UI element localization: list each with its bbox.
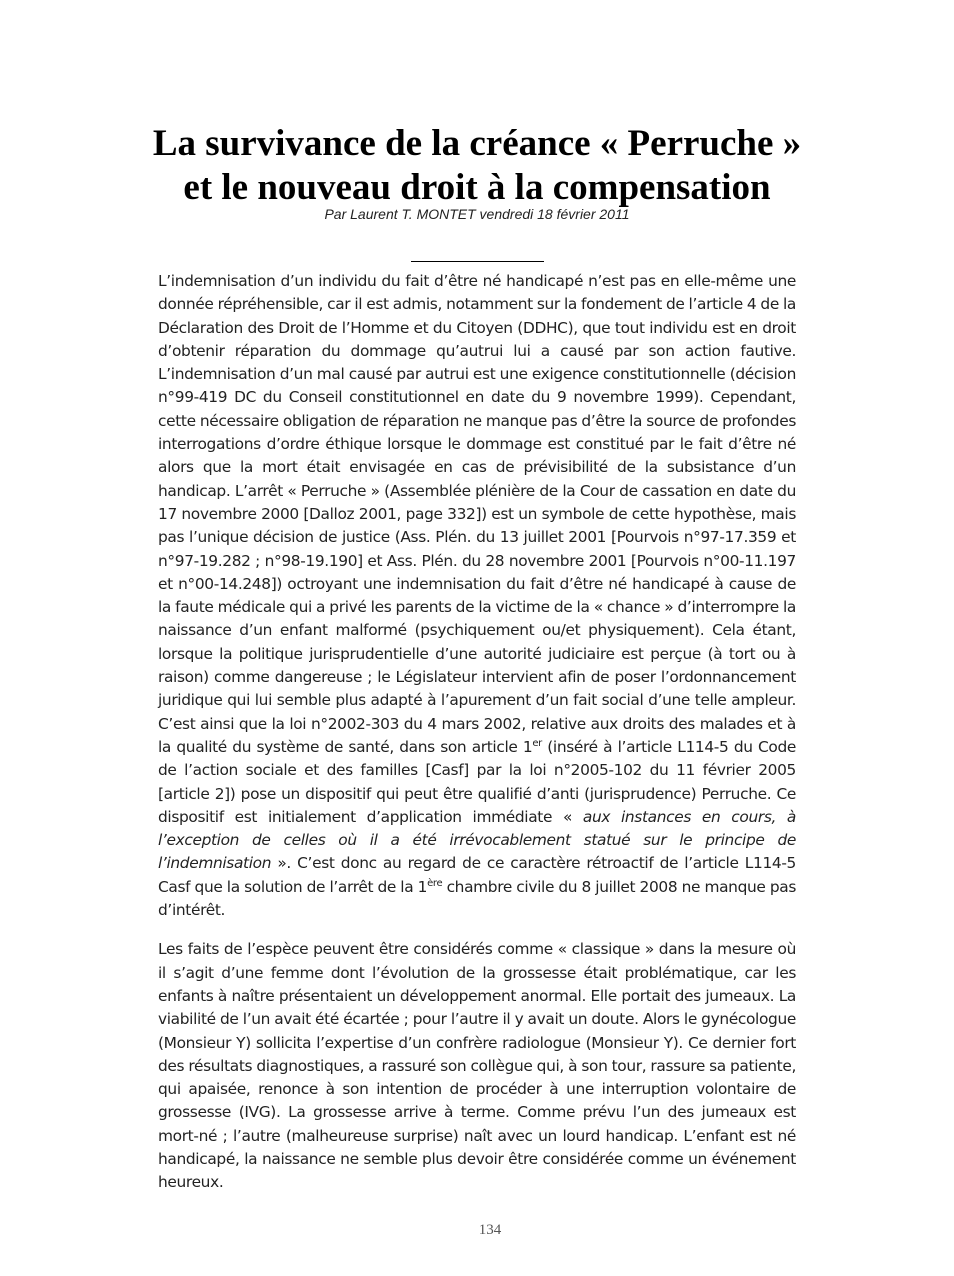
superscript-er: er: [532, 737, 542, 749]
paragraph-1: [158, 270, 796, 922]
article-title: La survivance de la créance « Perruche » et le nouveau droit à la compensation: [152, 123, 802, 208]
paragraph-1-text-b: (inséré à l’article L114-5 du Code de l’action sociale et des familles [Casf] par la loi n°2005-102 du 11 février 2005 [article 2]) pose un dispositif qui peut être qualifié d’anti (jurisprudence) Perruche. Ce dispositif est initialement d’application immédiate «: [158, 737, 796, 826]
paragraph-1-text-c: ». C’est donc au regard de ce caractère rétroactif de l’article L114-5 Casf que la solution de l’arrêt de la 1: [158, 854, 796, 896]
title-separator-rule: [411, 261, 544, 262]
article-byline: Par Laurent T. MONTET vendredi 18 février 2011: [324, 206, 630, 222]
article-body: [158, 270, 796, 1195]
paragraph-1-quote: aux instances en cours, à l’exception de celles où il a été irrévocablement statué sur le principe de l’indemnisation: [158, 807, 796, 873]
paragraph-1-text-d: chambre civile du 8 juillet 2008 ne manque pas d’intérêt.: [158, 877, 797, 920]
paragraph-1-text-a: L’indemnisation d’un individu du fait d’être né handicapé n’est pas en elle-même une donnée répréhensible, car il est admis, notamment sur la fondement de l’article 4 de la Déclaration des Droit de l’Homme et du Citoyen (DDHC), que tout individu est en droit d’obtenir réparation du dommage qu’autrui lui a causé par son action fautive. L’indemnisation d’un mal causé par autrui est une exigence constitutionnelle (décision n°99-419 DC du Conseil constitutionnel en date du 9 novembre 1999). Cependant, cette nécessaire obligation de réparation ne manque pas d’être la source de profondes interrogations d’ordre éthique lorsque le dommage est constitué par le fait d’être né alors que la mort était envisagée en cas de prévisibilité de la subsistance d’un handicap. L’arrêt « Perruche » (Assemblée plénière de la Cour de cassation en date du 17 novembre 2000 [Dalloz 2001, page 332]) est un symbole de cette hypothèse, mais pas l’unique décision de justice (Ass. Plén. du 13 juillet 2001 [Pourvois n°97-17.359 et n°97-19.282 ; n°98-19.190] et Ass. Plén. du 28 novembre 2001 [Pourvois n°00-11.197 et n°00-14.248]) octroyant une indemnisation du fait d’être né handicapé à cause de la faute médicale qui a privé les parents de la victime de la « chance » d’interrompre la naissance d’un enfant malformé (psychiquement ou/et physiquement). Cela étant, lorsque la politique jurisprudentielle d’une autorité judiciaire est perçue (à tort ou à raison) comme dangereuse ; le Législateur intervient afin de poser l’ordonnancement juridique qui lui semble plus adapté à l’apurement d’un fait social d’une telle ampleur. C’est ainsi que la loi n°2002-303 du 4 mars 2002, relative aux droits des malades et à la qualité du système de santé, dans son article 1: [158, 272, 796, 756]
paragraph-2: Les faits de l’espèce peuvent être considérés comme « classique » dans la mesure où il s’agit d’une femme dont l’évolution de la grossesse était problématique, car les enfants à naître présentaient un développement anormal. Elle portait des jumeaux. La viabilité de l’un avait été écartée ; pour l’autre il y avait un doute. Alors le gynécologue (Monsieur Y) sollicita l’expertise d’un confrère radiologue (Monsieur Y). Ce dernier fort des résultats diagnostiques, a rassuré son collègue qui, à son tour, rassure sa patiente, qui apaisée, renonce à son intention de procéder à une interruption volontaire de grossesse (IVG). La grossesse arrive à terme. Comme prévu l’un des jumeaux est mort-né ; l’autre (malheureuse surprise) naît avec un lourd handicap. L’enfant est né handicapé, la naissance ne semble plus devoir être considérée comme un événement heureux.: [158, 940, 796, 1192]
page-number: 134: [478, 1222, 502, 1238]
superscript-ere: ère: [427, 877, 443, 889]
